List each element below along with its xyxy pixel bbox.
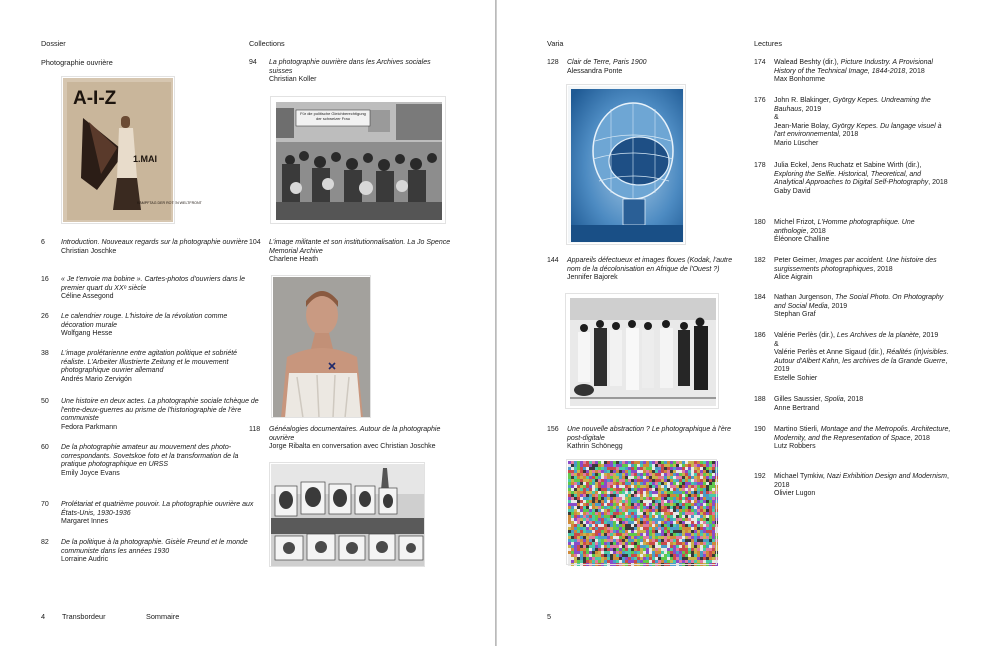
- article-author: Kathrin Schönegg: [567, 443, 623, 450]
- book-year: , 2018: [873, 265, 893, 273]
- review-author-pre: Julia Eckel, Jens Ruchatz et Sabine Wirth (dir.),: [774, 162, 922, 169]
- reviewer: Stephan Graf: [774, 311, 816, 318]
- review-author-pre: Michel Frizot,: [774, 219, 818, 226]
- page-number: 60: [41, 444, 49, 451]
- demonstration-photo: [271, 97, 445, 223]
- page-number: 38: [41, 350, 49, 357]
- page-number: 144: [547, 257, 559, 264]
- review-author-pre: Michael Tymkiw,: [774, 473, 827, 480]
- article-author: Fedora Parkmann: [61, 423, 118, 431]
- page-number: 104: [249, 239, 261, 246]
- book-title-2: Réalités (in)visibles. Autour d'Albert Kahn, les archives de la Grande Guerre: [774, 349, 949, 365]
- article-title: L'image prolétarienne entre agitation politique et sobriété réaliste. L'Arbeiter Illustrierte Zeitung et le mouvement photographique ouvrier allemand: [61, 350, 238, 374]
- portraits-march-photo: [270, 463, 424, 566]
- book-year: , 2018: [910, 434, 930, 442]
- reviewer: Estelle Sohier: [774, 374, 818, 382]
- article-title: Une histoire en deux actes. La photographie sociale tchèque de l'entre-deux-guerres au prisme de l'historiographie de l'ère communiste: [61, 398, 259, 422]
- page-number: 128: [547, 59, 559, 66]
- dossier-header: Dossier: [41, 39, 66, 48]
- page-number: 6: [41, 239, 45, 246]
- book-title: Exploring the Selfie. Historical, Theoretical, and Analytical Approaches to Digital Self-Photography: [774, 170, 929, 186]
- review-author-pre: John R. Blakinger,: [774, 97, 833, 104]
- page-number: 192: [754, 473, 766, 480]
- article-title: L'image militante et son institutionnalisation. La Jo Spence Memorial Archive: [269, 239, 451, 255]
- demo-banner-text: Für die politische Gleichberechtigung der schweizer Frau: [300, 111, 366, 121]
- article-author: Emily Joyce Evans: [61, 469, 120, 477]
- page-number: 82: [41, 539, 49, 546]
- aiz-footer-text: KÄMPFTAG DER ROTEN WELTFRONT: [137, 201, 202, 205]
- reviewer: Anne Bertrand: [774, 404, 820, 412]
- footer-page-number: 4: [41, 612, 46, 621]
- reviewer: Éléonore Challine: [774, 236, 830, 243]
- digital-noise-image: [567, 460, 716, 564]
- collections-header: Collections: [249, 39, 285, 48]
- article-title: Le calendrier rouge. L'histoire de la révolution comme décoration murale: [61, 313, 228, 329]
- reviewer: Olivier Lugon: [774, 490, 816, 497]
- book-year-2: , 2018: [838, 131, 859, 138]
- page-number: 178: [754, 162, 766, 169]
- book-title-2: György Kepes. Du langage visuel à l'art environnemental: [774, 122, 942, 138]
- lectures-header: Lectures: [754, 39, 782, 48]
- article-author: Wolfgang Hesse: [61, 330, 113, 337]
- page-number: 16: [41, 276, 49, 283]
- book-year: , 2019: [801, 105, 822, 113]
- book-title: Spolia: [824, 396, 844, 403]
- footer-journal: Transbordeur: [62, 612, 106, 621]
- aiz-masthead: A-I-Z: [73, 88, 117, 109]
- book-title: Montage and the Metropolis. Architecture, Modernity, and the Representation of Space: [774, 426, 951, 442]
- article-author: Andrés Mario Zervigón: [61, 375, 132, 383]
- article-title: La photographie ouvrière dans les Archives sociales suisses: [269, 59, 431, 75]
- footer-page-number: 5: [547, 612, 552, 621]
- article-title: De la photographie amateur au mouvement des photo-correspondants. Sovetskoe foto et la transformation de la pratique photographique en URSS: [61, 444, 239, 468]
- portrait-photo: [272, 276, 370, 417]
- reviewer: Alice Aigrain: [774, 274, 813, 281]
- book-year: , 2018: [928, 179, 948, 186]
- page-number: 184: [754, 294, 766, 301]
- book-title: Nazi Exhibition Design and Modernism: [826, 473, 948, 480]
- book-year: , 2019: [918, 332, 939, 339]
- article-title: Une nouvelle abstraction ? Le photographique à l'ère post-digitale: [567, 426, 732, 442]
- review-author-pre-2: Valérie Perlès et Anne Sigaud (dir.),: [774, 349, 887, 356]
- article-title: « Je t'envoie ma bobine ». Cartes-photos d'ouvriers dans le premier quart du XXᵉ siècle: [61, 276, 245, 292]
- page-number: 176: [754, 97, 766, 104]
- book-title: The Social Photo. On Photography and Social Media: [774, 294, 944, 310]
- review-author-pre: Peter Geimer,: [774, 257, 820, 264]
- article-author: Christian Joschke: [61, 247, 117, 255]
- page-number: 190: [754, 426, 766, 433]
- page-number: 26: [41, 313, 49, 320]
- book-title: György Kepes. Undreaming the Bauhaus: [774, 97, 931, 113]
- article-author: Jennifer Bajorek: [567, 274, 618, 281]
- page-number: 186: [754, 332, 766, 339]
- review-author-pre: Martino Stierli,: [774, 426, 821, 433]
- book-year: , 2019: [827, 302, 848, 310]
- article-title: Prolétariat et quatrième pouvoir. La photographie ouvrière aux États-Unis, 1930-1936: [61, 501, 254, 517]
- ampersand: &: [774, 114, 779, 121]
- cyanotype-balloon-photo: [567, 85, 685, 244]
- book-year: , 2018: [905, 67, 925, 75]
- review-author-pre: Walead Beshty (dir.),: [774, 59, 841, 66]
- review-author-pre-2: Jean-Marie Bolay,: [774, 122, 832, 130]
- varia-header: Varia: [547, 39, 564, 48]
- article-author: Céline Assegond: [61, 293, 114, 300]
- review-author-pre: Gilles Saussier,: [774, 396, 825, 403]
- book-title: Picture Industry. A Provisional History of the Technical Image, 1844-2018: [774, 59, 933, 75]
- footer-section: Sommaire: [146, 612, 180, 621]
- page-number: 118: [249, 426, 261, 433]
- aiz-may-text: 1.MAI: [133, 154, 158, 164]
- reviewer: Mario Lüscher: [774, 139, 819, 147]
- article-author: Christian Koller: [269, 76, 317, 83]
- reviewer: Lutz Robbers: [774, 443, 816, 450]
- article-title: Appareils défectueux et images floues (Kodak, l'autre nom de la décolonisation en Afrique de l'Ouest ?): [567, 257, 733, 273]
- aiz-cover-photo: [62, 77, 202, 223]
- reviewer: Max Bonhomme: [774, 76, 825, 83]
- book-year-2: , 2019: [774, 357, 948, 373]
- right-page: [497, 0, 992, 646]
- article-author: Jorge Ribalta en conversation avec Christian Joschke: [269, 443, 436, 450]
- page-number: 94: [249, 59, 257, 66]
- page-number: 70: [41, 501, 49, 508]
- article-title: Introduction. Nouveaux regards sur la photographie ouvrière: [61, 239, 248, 246]
- book-title: Les Archives de la planète: [836, 332, 919, 339]
- book-title: Images par accident. Une histoire des surgissements photographiques: [774, 257, 937, 273]
- article-author: Margaret Innes: [61, 518, 109, 525]
- review-author-pre: Valérie Perlès (dir.),: [774, 332, 837, 339]
- review-author-pre: Nathan Jurgenson,: [774, 294, 836, 301]
- book-title: L'Homme photographique. Une anthologie: [774, 219, 915, 235]
- article-author: Charlene Heath: [269, 256, 319, 263]
- article-author: Alessandra Ponte: [567, 67, 623, 75]
- ampersand: &: [774, 340, 779, 348]
- book-year: , 2018: [774, 473, 949, 489]
- page-number: 50: [41, 398, 49, 405]
- page-number: 174: [754, 59, 766, 66]
- page-number: 188: [754, 396, 766, 403]
- reviewer: Gaby David: [774, 187, 811, 195]
- page-number: 180: [754, 219, 766, 226]
- dossier-title: Photographie ouvrière: [41, 58, 113, 67]
- article-author: Lorraine Audric: [61, 556, 109, 563]
- page-number: 156: [547, 426, 559, 433]
- article-title: Généalogies documentaires. Autour de la photographie ouvrière: [269, 426, 441, 442]
- book-year: , 2018: [806, 227, 826, 235]
- page-number: 182: [754, 257, 766, 264]
- group-photo: [566, 294, 718, 408]
- book-year: , 2018: [843, 396, 864, 403]
- article-title: De la politique à la photographie. Gisèle Freund et le monde communiste dans les années 1930: [61, 539, 248, 555]
- article-title: Clair de Terre, Paris 1900: [567, 59, 647, 66]
